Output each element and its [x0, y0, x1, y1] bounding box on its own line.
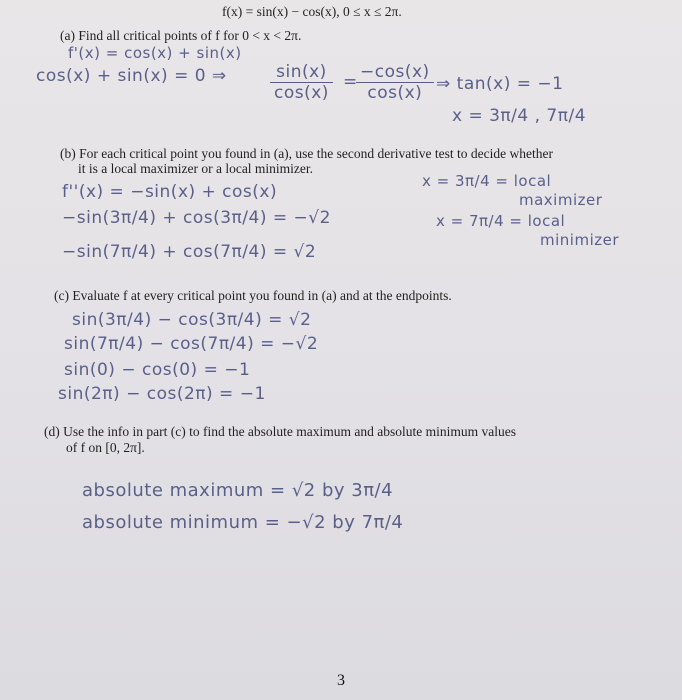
- part-b-second-derivative: f''(x) = −sin(x) + cos(x): [62, 182, 278, 202]
- part-d-absolute-minimum: absolute minimum = −√2 by 7π/4: [82, 512, 404, 533]
- part-a-fraction-2-numerator: −cos(x): [356, 62, 434, 83]
- part-a-question: (a) Find all critical points of f for 0 < x < 2π.: [60, 28, 302, 43]
- part-b-result-2: x = 7π/4 = local: [436, 212, 566, 230]
- function-definition: f(x) = sin(x) − cos(x), 0 ≤ x ≤ 2π.: [222, 4, 402, 19]
- part-a-fraction-2-denominator: cos(x): [367, 83, 423, 103]
- part-b-result-1: x = 3π/4 = local: [422, 172, 552, 190]
- part-a-fraction-2: [356, 62, 434, 103]
- part-a-fraction-1-numerator: sin(x): [270, 62, 333, 83]
- part-c-line-3: sin(0) − cos(0) = −1: [64, 360, 251, 380]
- part-d-question-line-2: of f on [0, 2π].: [66, 440, 145, 455]
- part-c-line-4: sin(2π) − cos(2π) = −1: [58, 384, 266, 404]
- part-b-result-1-label: maximizer: [519, 191, 603, 209]
- part-a-equation-left: cos(x) + sin(x) = 0 ⇒: [36, 66, 227, 86]
- part-b-evaluation-2: −sin(7π/4) + cos(7π/4) = √2: [62, 242, 317, 262]
- part-a-solutions: x = 3π/4 , 7π/4: [452, 106, 587, 126]
- part-c-question: (c) Evaluate f at every critical point you found in (a) and at the endpoints.: [54, 288, 452, 303]
- part-c-line-1: sin(3π/4) − cos(3π/4) = √2: [72, 310, 312, 330]
- part-b-question-line-2: it is a local maximizer or a local minimizer.: [78, 161, 314, 176]
- part-d-question-line-1: (d) Use the info in part (c) to find the absolute maximum and absolute minimum values: [44, 424, 517, 439]
- part-b-evaluation-1: −sin(3π/4) + cos(3π/4) = −√2: [62, 208, 331, 228]
- part-a-equals: =: [343, 72, 358, 92]
- part-a-fraction-1-denominator: cos(x): [274, 83, 329, 103]
- part-a-derivative: f'(x) = cos(x) + sin(x): [68, 44, 242, 62]
- part-c-line-2: sin(7π/4) − cos(7π/4) = −√2: [64, 334, 319, 354]
- part-a-fraction-1: [270, 62, 333, 103]
- page-number: 3: [337, 672, 345, 689]
- part-b-question-line-1: (b) For each critical point you found in (a), use the second derivative test to decide whether: [60, 146, 553, 161]
- part-d-absolute-maximum: absolute maximum = √2 by 3π/4: [82, 480, 394, 501]
- part-a-tan-result: ⇒ tan(x) = −1: [436, 74, 564, 94]
- part-b-result-2-label: minimizer: [540, 231, 620, 249]
